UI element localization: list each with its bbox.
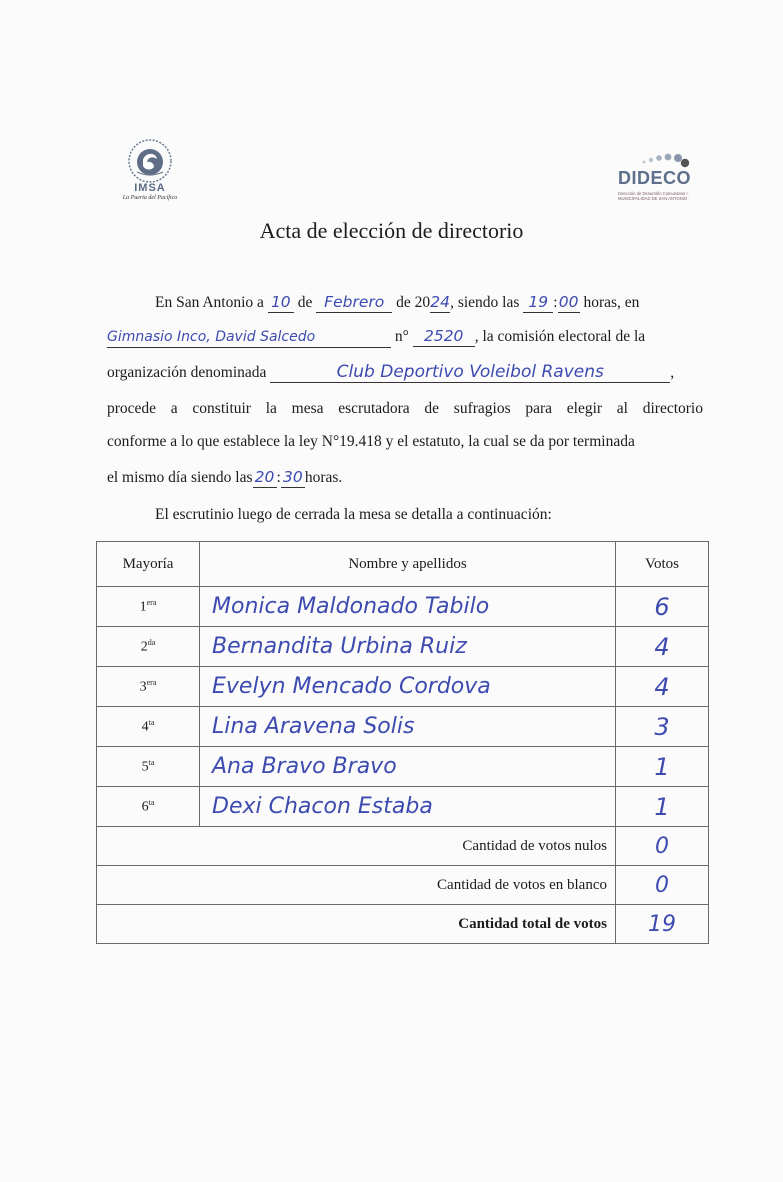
candidate-name: Lina Aravena Solis bbox=[200, 707, 616, 747]
month-field: Febrero bbox=[316, 292, 392, 313]
candidate-name: Ana Bravo Bravo bbox=[200, 747, 616, 787]
paragraph-line-1 bbox=[155, 292, 639, 313]
text-fragment: En San Antonio a bbox=[155, 294, 264, 311]
candidate-name: Bernandita Urbina Ruiz bbox=[200, 627, 616, 667]
text-fragment: , siendo las bbox=[450, 294, 520, 311]
text-fragment: , bbox=[670, 364, 675, 381]
blanco-label: Cantidad de votos en blanco bbox=[97, 866, 616, 905]
text-fragment: de bbox=[297, 294, 313, 311]
paragraph-line-3 bbox=[107, 362, 703, 383]
dideco-dots-icon bbox=[640, 150, 690, 168]
table-row bbox=[97, 747, 709, 787]
rank-cell: $6^{ta}$ bbox=[97, 787, 200, 827]
table-row bbox=[97, 627, 709, 667]
text-fragment: : bbox=[553, 294, 558, 311]
page-title: Acta de elección de directorio bbox=[259, 218, 524, 243]
results-table bbox=[96, 541, 709, 944]
table-row bbox=[97, 587, 709, 627]
rank-cell: $3^{era}$ bbox=[97, 667, 200, 707]
end-hour-field: 20 bbox=[253, 467, 277, 488]
imsa-tagline: La Puerta del Pacífico bbox=[122, 195, 178, 201]
blanco-row bbox=[97, 866, 709, 905]
text-fragment: horas, en bbox=[583, 294, 640, 311]
table-row bbox=[97, 667, 709, 707]
header-mayoria: Mayoría bbox=[97, 542, 200, 587]
vote-count: 4 bbox=[616, 627, 709, 667]
paragraph-line-2 bbox=[107, 326, 703, 348]
place-field: Gimnasio Inco, David Salcedo bbox=[107, 327, 391, 348]
nulos-row bbox=[97, 827, 709, 866]
vote-count: 1 bbox=[616, 747, 709, 787]
paragraph-line-5: conforme a lo que establece la ley N°19.418 y el estatuto, la cual se da por terminada bbox=[107, 433, 635, 450]
year-field: 24 bbox=[430, 293, 450, 311]
rank-cell: $4^{ta}$ bbox=[97, 707, 200, 747]
imsa-logo bbox=[104, 138, 196, 218]
dideco-name: DIDECO bbox=[618, 168, 692, 188]
blanco-count: 0 bbox=[616, 866, 709, 905]
paragraph-line-7: El escrutinio luego de cerrada la mesa se detalla a continuación: bbox=[155, 506, 552, 523]
nulos-count: 0 bbox=[616, 827, 709, 866]
dideco-logo bbox=[614, 150, 706, 210]
text-fragment: de 20 bbox=[396, 294, 431, 311]
text-fragment: , la comisión electoral de la bbox=[474, 328, 646, 345]
candidate-name: Evelyn Mencado Cordova bbox=[200, 667, 616, 707]
organization-field: Club Deportivo Voleibol Ravens bbox=[270, 362, 670, 383]
table-header-row bbox=[97, 542, 709, 587]
address-number-field: 2520 bbox=[413, 326, 475, 347]
text-fragment: horas. bbox=[304, 469, 343, 486]
day-field: 10 bbox=[268, 292, 294, 313]
text-fragment: n° bbox=[394, 328, 409, 345]
dideco-subtitle: Dirección de Desarrollo Comunitario I. MUNICIPALIDAD DE SAN ANTONIO bbox=[618, 191, 689, 201]
candidate-name: Dexi Chacon Estaba bbox=[200, 787, 616, 827]
text-fragment: el mismo día siendo las bbox=[107, 469, 253, 486]
text-fragment: : bbox=[276, 469, 281, 486]
vote-count: 1 bbox=[616, 787, 709, 827]
paragraph-line-6 bbox=[107, 467, 342, 488]
rank-cell: $1^{era}$ bbox=[97, 587, 200, 627]
table-row bbox=[97, 707, 709, 747]
header-nombre: Nombre y apellidos bbox=[200, 542, 616, 587]
rank-cell: $5^{ta}$ bbox=[97, 747, 200, 787]
vote-count: 6 bbox=[616, 587, 709, 627]
paragraph-line-4: procede a constituir la mesa escrutadora de sufragios para elegir al directorio bbox=[107, 400, 703, 417]
header-votos: Votos bbox=[616, 542, 709, 587]
rank-cell: $2^{da}$ bbox=[97, 627, 200, 667]
candidate-name: Monica Maldonado Tabilo bbox=[200, 587, 616, 627]
start-minute-field: 00 bbox=[558, 293, 579, 311]
table-row bbox=[97, 787, 709, 827]
imsa-name: IMSA bbox=[134, 182, 166, 194]
start-hour-field: 19 bbox=[523, 292, 553, 313]
total-count: 19 bbox=[616, 905, 709, 944]
imsa-seal-icon bbox=[127, 138, 173, 184]
total-row bbox=[97, 905, 709, 944]
total-label: Cantidad total de votos bbox=[97, 905, 616, 944]
vote-count: 3 bbox=[616, 707, 709, 747]
nulos-label: Cantidad de votos nulos bbox=[97, 827, 616, 866]
vote-count: 4 bbox=[616, 667, 709, 707]
text-fragment: organización denominada bbox=[107, 364, 267, 381]
end-minute-field: 30 bbox=[281, 467, 305, 488]
